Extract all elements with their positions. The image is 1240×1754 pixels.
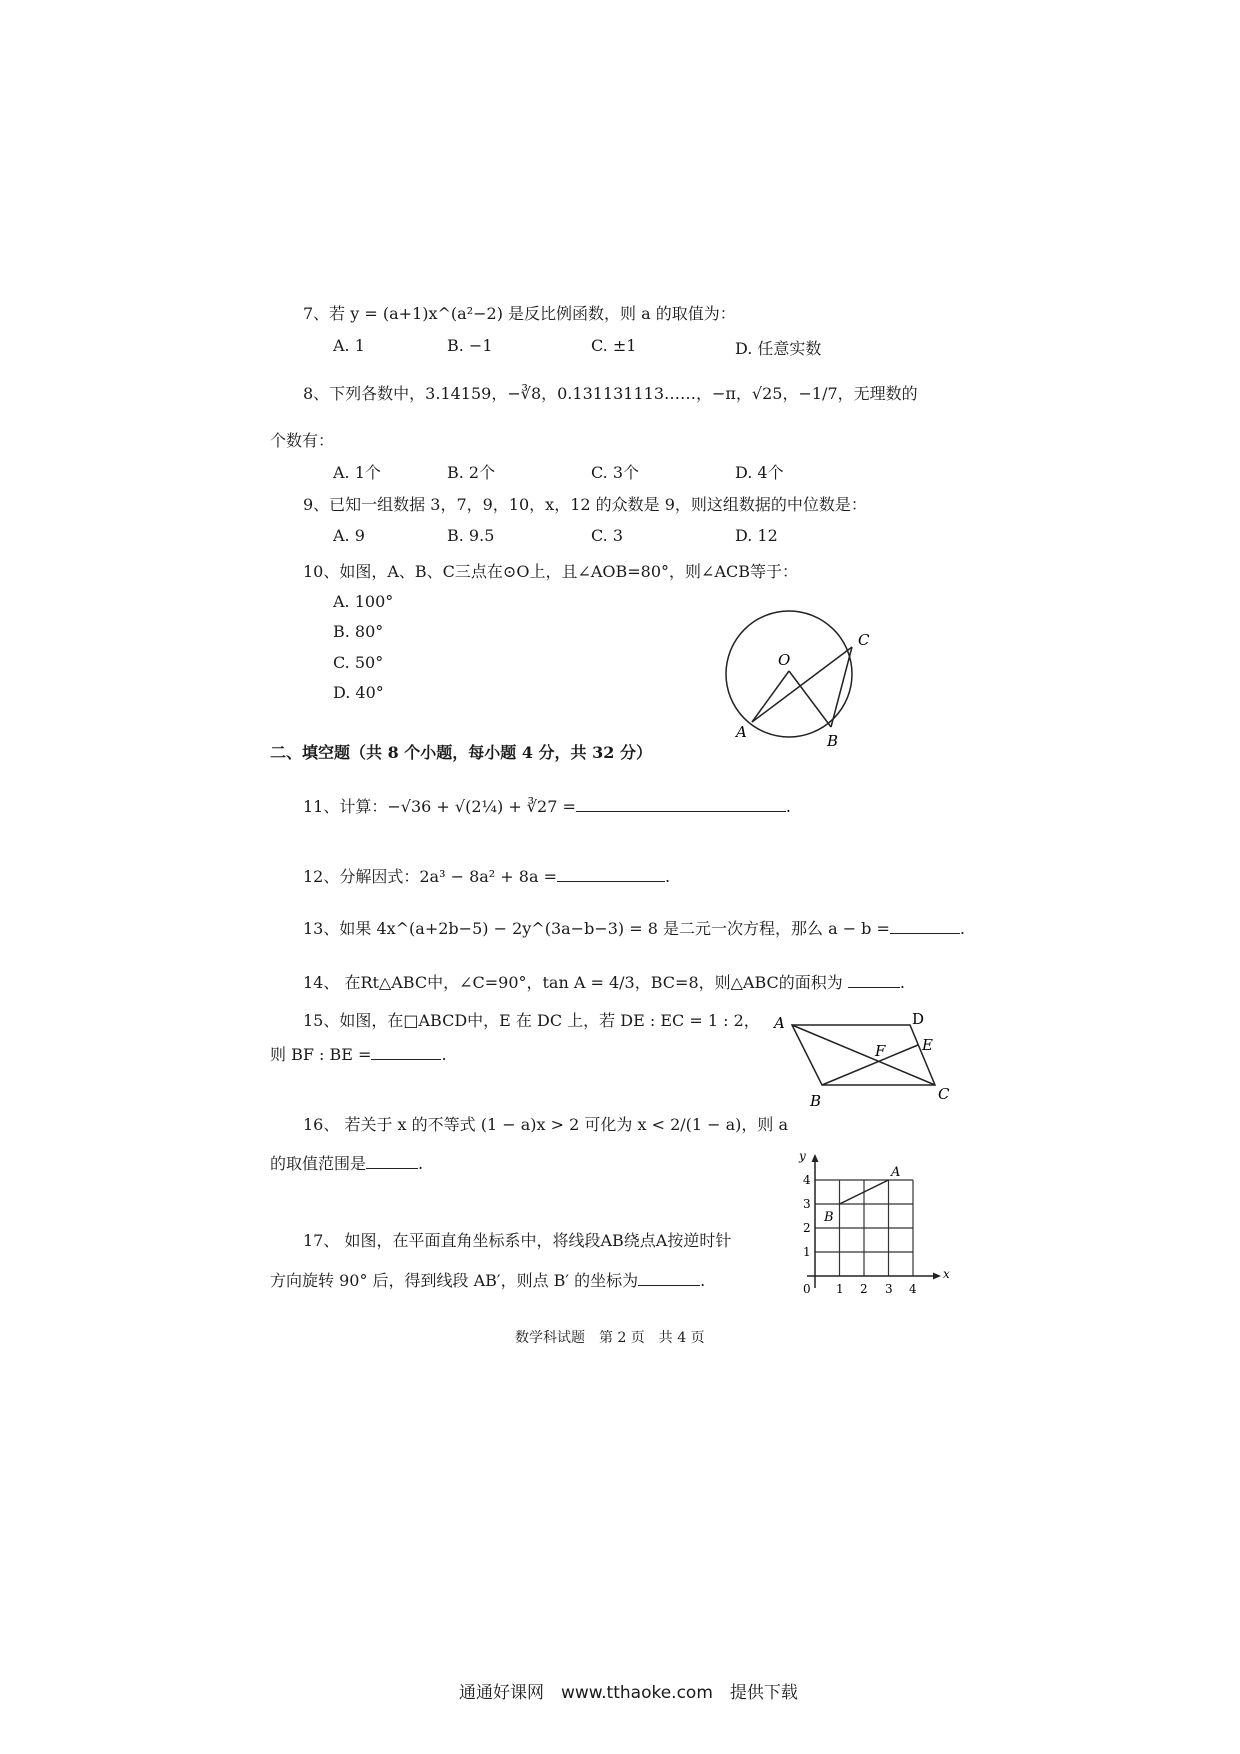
q17-stem: 17、 如图，在平面直角坐标系中，将线段AB绕点A按逆时针 (303, 1231, 732, 1250)
q14-line (303, 972, 905, 994)
q7-option-c: C. ±1 (591, 336, 637, 355)
q8-option-a: A. 1个 (333, 463, 381, 482)
x-tick-2: 2 (860, 1282, 868, 1296)
q15-answer-blank[interactable] (371, 1059, 441, 1060)
page-footer: 数学科试题 第 2 页 共 4 页 (515, 1330, 705, 1346)
q10-option-a: A. 100° (333, 592, 394, 611)
y-tick-1: 1 (803, 1245, 811, 1259)
grid-lines (815, 1180, 913, 1276)
label-e: E (922, 1036, 933, 1054)
segment-cb (831, 647, 852, 727)
y-tick-2: 2 (803, 1221, 811, 1235)
q16-stem: 16、 若关于 x 的不等式 (1 − a)x > 2 可化为 x < 2/(1 − a)，则 a (303, 1115, 789, 1134)
q17-continuation: 方向旋转 90° 后，得到线段 AB′，则点 B′ 的坐标为 (270, 1271, 639, 1290)
label-c: C (858, 631, 870, 649)
label-a: A (891, 1165, 901, 1180)
q16-answer-blank[interactable] (366, 1168, 418, 1169)
q8-continuation: 个数有： (270, 431, 335, 450)
label-b: B (824, 1210, 834, 1225)
label-d: D (912, 1010, 925, 1028)
q15-line2 (270, 1044, 447, 1066)
watermark: 通通好课网 www.tthaoke.com 提供下载 (459, 1683, 798, 1703)
q9-option-c: C. 3 (591, 526, 624, 545)
q10-option-b: B. 80° (333, 622, 384, 641)
label-c: C (938, 1085, 950, 1103)
x-tick-0: 0 (803, 1282, 811, 1296)
segment-oa (752, 671, 789, 722)
q13-answer-blank[interactable] (890, 933, 960, 934)
y-axis-arrow (812, 1154, 819, 1162)
q8-option-b: B. 2个 (447, 463, 496, 482)
q13-line (303, 918, 965, 940)
coordinate-grid-figure (795, 1148, 955, 1308)
q8-option-d: D. 4个 (735, 463, 784, 482)
q11-answer-blank[interactable] (576, 811, 786, 812)
q9-option-a: A. 9 (333, 526, 365, 545)
q10-option-c: C. 50° (333, 653, 384, 672)
q16-continuation: 的取值范围是 (270, 1154, 367, 1173)
x-axis-label: x (943, 1267, 950, 1281)
q13-text: 13、如果 4x^(a+2b−5) − 2y^(3a−b−3) = 8 是二元一次方程，那么 a − b = (303, 919, 890, 938)
q7-stem: 7、若 y = (a+1)x^(a²−2) 是反比例函数，则 a 的取值为： (303, 304, 736, 323)
y-axis-label: y (799, 1149, 806, 1163)
q10-option-d: D. 40° (333, 683, 384, 702)
q11-text: 11、计算：−√36 + √(2¼) + ∛27 = (303, 797, 576, 816)
q13-end: . (959, 919, 966, 938)
segment-ca (752, 647, 852, 722)
q17-answer-blank[interactable] (638, 1285, 700, 1286)
x-tick-3: 3 (885, 1282, 893, 1296)
q14-text: 14、 在Rt△ABC中，∠C=90°，tan A = 4/3，BC=8，则△ABC的面积为 (303, 973, 843, 992)
q15-stem: 15、如图，在□ABCD中，E 在 DC 上，若 DE : EC = 1 : 2， (303, 1011, 760, 1030)
y-tick-4: 4 (803, 1173, 811, 1187)
q9-option-b: B. 9.5 (447, 526, 495, 545)
q17-line2 (270, 1270, 705, 1292)
x-tick-1: 1 (836, 1282, 844, 1296)
y-tick-3: 3 (803, 1197, 811, 1211)
label-b: B (827, 732, 839, 750)
q12-text: 12、分解因式：2a³ − 8a² + 8a = (303, 867, 557, 886)
circle-figure (720, 605, 900, 755)
label-b: B (810, 1092, 822, 1110)
q15-continuation: 则 BF : BE = (270, 1045, 372, 1064)
q7-option-d: D. 任意实数 (735, 339, 822, 358)
q9-option-d: D. 12 (735, 526, 778, 545)
label-a: A (736, 723, 747, 741)
label-a: A (774, 1014, 785, 1032)
q9-stem: 9、已知一组数据 3，7，9，10，x，12 的众数是 9，则这组数据的中位数是： (303, 495, 867, 514)
q10-stem: 10、如图，A、B、C三点在⊙O上，且∠AOB=80°，则∠ACB等于： (303, 562, 799, 581)
q16-end: . (418, 1154, 424, 1173)
q12-line (303, 866, 670, 888)
x-tick-4: 4 (909, 1282, 917, 1296)
q14-end: . (899, 973, 905, 992)
x-axis-arrow (933, 1273, 941, 1280)
q17-end: . (700, 1271, 706, 1290)
parallelogram-figure (770, 1010, 960, 1120)
label-f: F (875, 1042, 886, 1060)
q15-end: . (441, 1045, 447, 1064)
q8-stem: 8、下列各数中，3.14159，−∛8，0.131131113……，−π，√25，−1/7，无理数的 (303, 384, 918, 403)
q7-option-a: A. 1 (333, 336, 365, 355)
q14-answer-blank[interactable] (848, 987, 900, 988)
segment-be (822, 1045, 918, 1085)
section-2-title: 二、填空题（共 8 个小题，每小题 4 分，共 32 分） (270, 743, 652, 762)
q8-option-c: C. 3个 (591, 463, 640, 482)
q11-line (303, 796, 791, 818)
label-o: O (778, 651, 791, 669)
q16-line2 (270, 1153, 423, 1175)
q12-answer-blank[interactable] (557, 881, 665, 882)
q12-end: . (665, 867, 671, 886)
q11-end: . (785, 797, 791, 816)
q7-option-b: B. −1 (447, 336, 493, 355)
